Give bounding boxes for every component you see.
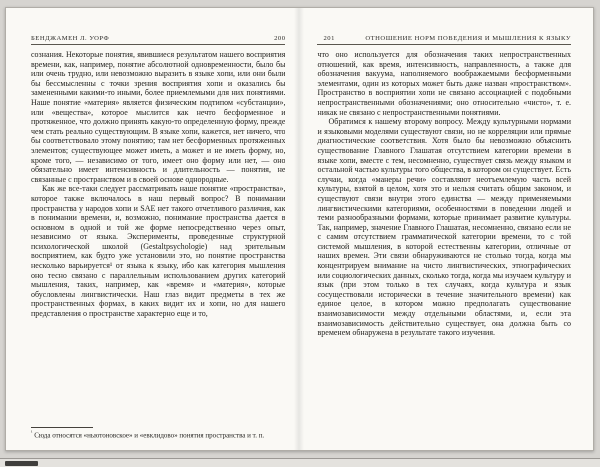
footnote-marker: ¹ — [31, 431, 33, 437]
footnote-rule — [31, 427, 93, 428]
running-title-author: БЕНДЖАМЕН Л. УОРФ — [31, 35, 110, 42]
book-spread — [5, 7, 594, 451]
running-title-chapter: ОТНОШЕНИЕ НОРМ ПОВЕДЕНИЯ И МЫШЛЕНИЯ К ЯЗЫКУ — [365, 35, 571, 42]
page-number-right: 201 — [323, 35, 335, 42]
page-left-body-text — [31, 50, 285, 424]
running-head-right — [317, 35, 571, 45]
paragraph: что оно используется для обозначения таких непространственных отношений, как время, интенсивность, направленность, а также для обозначения вакуума, наполняемого воображаемыми бесформенными элементами, один из которых может быть даже назван «пространством». Пространство в восприятии хопи не связано ассоциацией с подобными непространственными обозначениями; оно относительно «чисто», т. е. никак не связано с непространственными понятиями. — [317, 50, 571, 117]
horizontal-scrollbar[interactable] — [0, 458, 600, 467]
page-number-left: 200 — [274, 35, 286, 42]
page-left — [6, 8, 294, 450]
paragraph: сознания. Некоторые понятия, явившиеся результатом нашего восприятия времени, как, например, понятие абсолютной одновременности, было бы или очень трудно, или невозможно выразить в языке хопи, или они были бы бессмысленны с точки зрения восприятия хопи и оказались бы замененными какими-то иными, более приемлемыми для них понятиями. Наше понятие «материя» является физическим подтипом «субстанции», или «вещества», которое мыслится как нечто бесформенное и протяженное, что должно принять какую-то определенную форму, прежде чем стать реально существующим. В языке хопи, кажется, нет ничего, что бы соответствовало этому понятию; там нет бесформенных протяженных элементов; существующее может иметь, а может и не иметь форму, но, кроме того, — независимо от того, имеет оно форму или нет, — оно обязательно имеет интенсивность и длительность — понятия, не связанные с пространством и в своей основе однородные. — [31, 50, 286, 184]
footnote-text: Сюда относятся «ньютоновское» и «евклидово» понятия пространства и т. п. — [34, 431, 265, 440]
footnote-block — [31, 427, 285, 440]
page-gutter — [294, 8, 304, 450]
paragraph: Обратимся к нашему второму вопросу. Между культурными нормами и языковыми моделями существуют связи, но не корреляции или прямые диагностические соответствия. Хотя было бы невозможно объяснить существование Главного Глашатая отсутствием категории времени в языке хопи, вместе с тем, несомненно, существует связь между языком и остальной частью культуры того общества, в котором он существует. Есть случаи, когда «манеры речи» составляют неотъемлемую часть всей культуры, взятой в целом, хотя это и нельзя считать общим законом, и существуют связи внутри этого единства — между применяемыми лингвистическими категориями, особенностями в поведении людей и теми разнообразными формами, которые принимает развитие культуры. Так, например, значение Главного Глашатая, несомненно, связано если не с самим отсутствием грамматической категории времени, то с той системой мышления, в которой естественны категории, отличные от наших времен. Эти связи обнаруживаются не столько тогда, когда мы концентрируем внимание на чисто лингвистических, этнографических или социологических данных, сколько тогда, когда мы изучаем культуру и язык (при этом только в тех случаях, когда культура и язык сосуществовали исторически в течение значительного времени) как единое целое, в котором можно предполагать существование взаимозависимости между отдельными областями, и, если эта взаимозависимость действительно существует, она должна быть со временем обнаружена в результате такого изучения. — [317, 117, 571, 338]
running-head-left — [31, 35, 285, 45]
page-right — [304, 8, 593, 450]
paragraph: Как же все-таки следует рассматривать наше понятие «пространства», которое также включалось в наш первый вопрос? В понимании пространства у народов хопи и SAE нет такого отчетливого различия, как в понимании времени, и, возможно, понимание пространства дается в основном в одной и той же форме непосредственно через опыт, независимо от языка. Эксперименты, проведенные структурной психологической школой (Gestaltpsychologie) над зрительным восприятием, как будто уже установили это, но понятие пространства несколько варьируется¹ от языка к языку, ибо как категория мышления оно тесно связано с параллельным использованием других категорий мышления, таких, например, как «время» и «материя», которые обусловлены лингвистически. Наш глаз видит предметы в тех же пространственных формах, в каких видит их и хопи, но для нашего представления о пространстве характерно еще и то, — [31, 184, 286, 319]
footnote — [31, 430, 285, 440]
scrollbar-thumb[interactable] — [5, 461, 38, 466]
page-right-body-text — [317, 50, 571, 440]
